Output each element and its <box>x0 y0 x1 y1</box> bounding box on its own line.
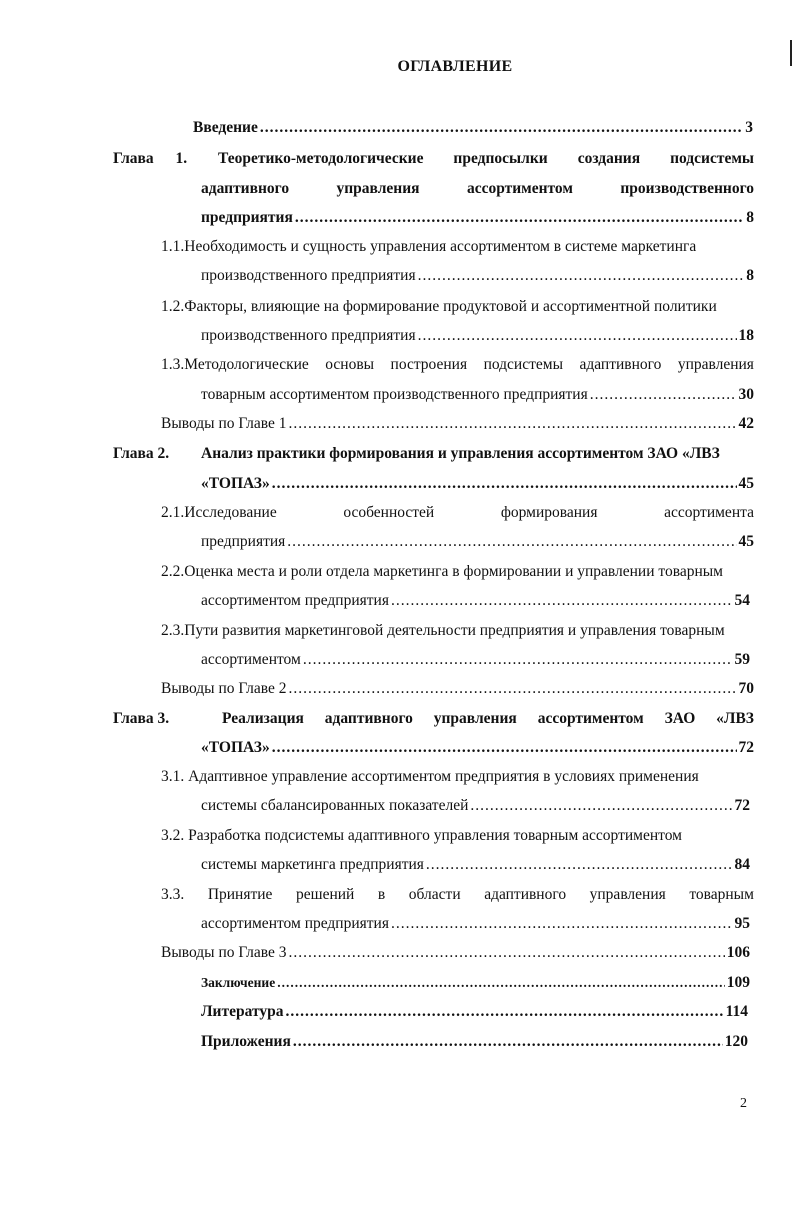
toc-entry-page: 95 <box>734 915 750 932</box>
section-1-1-line-1[interactable] <box>161 237 754 257</box>
toc-entry-text: предприятия <box>201 209 293 226</box>
chapter-1-title-line-1[interactable] <box>218 149 754 169</box>
toc-entry-text: ассортиментом предприятия <box>201 592 389 609</box>
leader-dots <box>272 738 737 758</box>
word: товарным <box>689 886 754 903</box>
toc-entry-text: 2.3.Пути развития маркетинговой деятельности предприятия и управления товарным <box>161 622 725 639</box>
leader-dots <box>272 474 737 494</box>
leader-dots <box>391 591 733 611</box>
leader-dots <box>289 679 737 699</box>
word: создания <box>577 150 641 167</box>
word: области <box>408 886 461 903</box>
toc-entry-text: Анализ практики формирования и управления ассортиментом ЗАО «ЛВЗ <box>201 445 720 462</box>
toc-entry-appendix[interactable] <box>201 1032 748 1052</box>
toc-entry-page: 30 <box>738 386 754 403</box>
toc-entry-page: 8 <box>746 267 754 284</box>
leader-dots <box>260 118 743 138</box>
word: 3.3. <box>161 886 185 903</box>
toc-entry-conclusions-1[interactable] <box>161 414 754 434</box>
section-2-3-line-2[interactable] <box>201 650 750 670</box>
toc-entry-page: 106 <box>726 944 750 961</box>
toc-entry-literature[interactable] <box>201 1002 748 1022</box>
toc-entry-text: «ТОПАЗ» <box>201 739 270 756</box>
toc-entry-page: 45 <box>738 533 754 550</box>
section-3-2-line-2[interactable] <box>201 855 750 875</box>
section-1-2-line-1[interactable] <box>161 297 754 317</box>
toc-entry-text: Выводы по Главе 1 <box>161 415 287 432</box>
word: адаптивного <box>201 180 290 197</box>
word: предпосылки <box>453 150 548 167</box>
toc-entry-page: 84 <box>734 856 750 873</box>
toc-entry-page: 45 <box>738 475 754 492</box>
toc-entry-text: предприятия <box>201 533 286 550</box>
toc-entry-text: производственного предприятия <box>201 327 416 344</box>
toc-entry-text: Приложения <box>201 1033 291 1050</box>
word: ассортимента <box>664 504 754 521</box>
word: Принятие <box>207 886 273 903</box>
section-2-2-line-1[interactable] <box>161 562 754 582</box>
word: подсистемы <box>483 356 563 373</box>
section-1-1-line-2[interactable] <box>201 266 754 286</box>
toc-entry-text: Выводы по Главе 3 <box>161 944 287 961</box>
toc-entry-text: 3.1. Адаптивное управление ассортиментом предприятия в условиях применения <box>161 768 699 785</box>
toc-title: ОГЛАВЛЕНИЕ <box>397 58 513 75</box>
word: управления <box>433 710 517 727</box>
section-3-2-line-1[interactable] <box>161 826 754 846</box>
leader-dots <box>391 914 733 934</box>
toc-entry-page: 72 <box>734 797 750 814</box>
word: ЗАО <box>664 710 696 727</box>
toc-entry-intro[interactable] <box>193 118 753 138</box>
word: адаптивного <box>484 886 567 903</box>
word: 1.3.Методологические <box>161 356 309 373</box>
toc-entry-conclusions-3[interactable] <box>161 943 750 963</box>
section-3-1-line-1[interactable] <box>161 767 754 787</box>
leader-dots <box>289 414 737 434</box>
toc-entry-conclusions-2[interactable] <box>161 679 754 699</box>
toc-entry-page: 114 <box>725 1003 748 1020</box>
word: Реализация <box>222 710 304 727</box>
section-1-2-line-2[interactable] <box>201 326 754 346</box>
section-1-3-line-1[interactable] <box>161 355 754 375</box>
chapter-1-title-line-2[interactable] <box>201 179 754 199</box>
toc-entry-text: товарным ассортиментом производственного предприятия <box>201 386 588 403</box>
toc-entry-text: ассортиментом предприятия <box>201 915 389 932</box>
toc-entry-text: «ТОПАЗ» <box>201 475 270 492</box>
toc-entry-page: 42 <box>738 415 754 432</box>
toc-entry-text: 2.2.Оценка места и роли отдела маркетинга в формировании и управлении товарным <box>161 563 723 580</box>
section-2-1-line-2[interactable] <box>201 532 754 552</box>
leader-dots <box>277 973 725 993</box>
chapter-2-title-line-2[interactable] <box>201 474 754 494</box>
toc-entry-text: ассортиментом <box>201 651 301 668</box>
chapter-2-label: Глава 2. <box>113 445 170 462</box>
word: адаптивного <box>579 356 662 373</box>
leader-dots <box>418 326 737 346</box>
toc-entry-conclusion[interactable] <box>201 973 750 993</box>
toc-entry-page: 54 <box>734 592 750 609</box>
toc-entry-text: производственного предприятия <box>201 267 416 284</box>
toc-entry-page: 59 <box>734 651 750 668</box>
toc-entry-page: 120 <box>724 1033 748 1050</box>
chapter-2-title-line-1[interactable] <box>201 444 754 464</box>
leader-dots <box>470 796 732 816</box>
toc-entry-text: Введение <box>193 119 258 136</box>
toc-entry-text: Выводы по Главе 2 <box>161 680 287 697</box>
word: управления <box>677 356 754 373</box>
toc-entry-page: 70 <box>738 680 754 697</box>
chapter-3-title-line-1[interactable] <box>222 709 754 729</box>
toc-entry-page: 8 <box>746 209 754 226</box>
section-3-3-line-2[interactable] <box>201 914 750 934</box>
word: решений <box>296 886 355 903</box>
leader-dots <box>285 1002 723 1022</box>
leader-dots <box>289 943 725 963</box>
word: подсистемы <box>670 150 754 167</box>
word: производственного <box>620 180 754 197</box>
word: ассортиментом <box>466 180 573 197</box>
toc-entry-page: 18 <box>738 327 754 344</box>
page-number: 2 <box>740 1096 747 1111</box>
leader-dots <box>287 532 736 552</box>
leader-dots <box>295 208 744 228</box>
chapter-1-label: Глава 1. <box>113 150 188 167</box>
word: 2.1.Исследование <box>161 504 277 521</box>
section-1-3-line-2[interactable] <box>201 385 754 405</box>
word: «ЛВЗ <box>716 710 754 727</box>
section-2-1-line-1[interactable] <box>161 503 754 523</box>
chapter-3-title-line-2[interactable] <box>201 738 754 758</box>
toc-entry-page: 3 <box>745 119 753 136</box>
toc-entry-text: системы сбалансированных показателей <box>201 797 469 814</box>
word: особенностей <box>343 504 435 521</box>
section-2-3-line-1[interactable] <box>161 621 754 641</box>
leader-dots <box>590 385 737 405</box>
toc-entry-page: 72 <box>738 739 754 756</box>
chapter-3-label: Глава 3. <box>113 710 170 727</box>
word: в <box>377 886 386 903</box>
toc-entry-text: 3.2. Разработка подсистемы адаптивного управления товарным ассортиментом <box>161 827 682 844</box>
leader-dots <box>418 266 745 286</box>
leader-dots <box>426 855 733 875</box>
chapter-1-title-line-3[interactable] <box>201 208 754 228</box>
section-3-3-line-1[interactable] <box>161 885 754 905</box>
toc-entry-text: Литература <box>201 1003 284 1020</box>
toc-entry-text: системы маркетинга предприятия <box>201 856 424 873</box>
toc-entry-page: 109 <box>726 974 750 991</box>
word: ассортиментом <box>537 710 644 727</box>
word: Теоретико-методологические <box>218 150 424 167</box>
word: адаптивного <box>324 710 413 727</box>
section-3-1-line-2[interactable] <box>201 796 750 816</box>
word: управления <box>589 886 666 903</box>
word: основы <box>325 356 375 373</box>
toc-entry-text: 1.2.Факторы, влияющие на формирование продуктовой и ассортиментной политики <box>161 298 717 315</box>
toc-entry-text: Заключение <box>201 975 276 990</box>
section-2-2-line-2[interactable] <box>201 591 750 611</box>
word: формирования <box>500 504 598 521</box>
word: управления <box>336 180 420 197</box>
leader-dots <box>293 1032 723 1052</box>
toc-entry-text: 1.1.Необходимость и сущность управления ассортиментом в системе маркетинга <box>161 238 697 255</box>
word: построения <box>390 356 468 373</box>
leader-dots <box>303 650 733 670</box>
